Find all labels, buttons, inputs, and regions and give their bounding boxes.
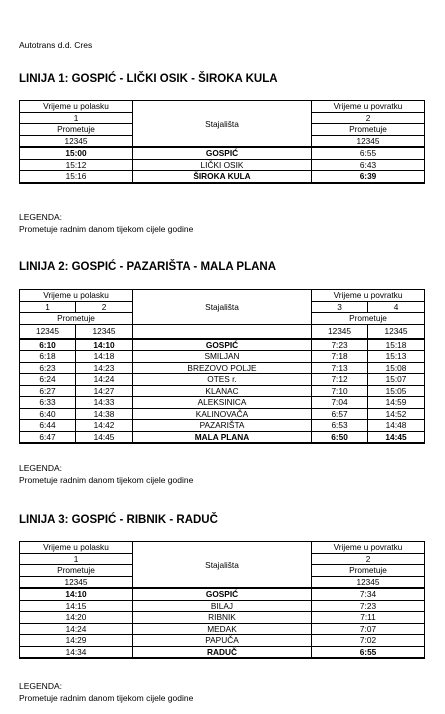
departure-time: 15:16: [20, 171, 133, 183]
stops-header: Stajališta: [133, 542, 312, 589]
return-time: 6:55: [312, 646, 425, 658]
table-row: [20, 420, 425, 432]
stop-name: MEDAK: [133, 623, 312, 635]
stop-name: KALINOVAČA: [133, 408, 312, 420]
stop-name: RADUČ: [133, 646, 312, 658]
return-time: 7:34: [312, 588, 425, 600]
departure-time: 14:20: [20, 612, 133, 624]
table-row: [20, 362, 425, 374]
legend-text: Prometuje radnim danom tijekom cijele godine: [19, 224, 194, 234]
return-time: 7:11: [312, 612, 425, 624]
departure-time: 6:33: [20, 397, 76, 409]
return-time: 6:57: [312, 408, 368, 420]
return-time: 7:23: [312, 600, 425, 612]
departure-time: 14:24: [76, 374, 133, 386]
stop-name: MALA PLANA: [133, 431, 312, 443]
stop-name: KLANAC: [133, 385, 312, 397]
return-header: Vrijeme u povratku: [312, 290, 425, 302]
return-col-number: 4: [368, 301, 425, 313]
stop-name: BREZOVO POLJE: [133, 362, 312, 374]
stop-name: GOSPIĆ: [133, 588, 312, 600]
return-time: 14:59: [368, 397, 425, 409]
legend-text: Prometuje radnim danom tijekom cijele godine: [19, 693, 194, 703]
line-1-legend: [19, 211, 193, 235]
departure-time: 6:47: [20, 431, 76, 443]
table-row: [20, 374, 425, 386]
departure-time: 6:40: [20, 408, 76, 420]
departure-time: 14:42: [76, 420, 133, 432]
return-col-number: 2: [312, 112, 425, 124]
departure-days: 12345: [20, 135, 133, 147]
return-time: 15:08: [368, 362, 425, 374]
return-time: 7:04: [312, 397, 368, 409]
stop-name: ŠIROKA KULA: [133, 171, 312, 183]
return-time: 15:07: [368, 374, 425, 386]
line-3-title: LINIJA 3: GOSPIĆ - RIBNIK - RADUČ: [19, 514, 218, 526]
return-days: 12345: [368, 324, 425, 339]
stop-name: GOSPIĆ: [133, 147, 312, 159]
departure-time: 14:45: [76, 431, 133, 443]
departure-time: 6:18: [20, 351, 76, 363]
table-row: [20, 385, 425, 397]
departure-time: 14:27: [76, 385, 133, 397]
stop-name: SMILJAN: [133, 351, 312, 363]
departure-time: 15:00: [20, 147, 133, 159]
departure-header: Vrijeme u polasku: [20, 542, 133, 554]
departure-col-number: 2: [76, 301, 133, 313]
stop-name: BILAJ: [133, 600, 312, 612]
departure-time: 6:44: [20, 420, 76, 432]
departure-time: 14:33: [76, 397, 133, 409]
line-1-title: LINIJA 1: GOSPIĆ - LIČKI OSIK - ŠIROKA KULA: [19, 73, 278, 85]
return-days: 12345: [312, 135, 425, 147]
return-operates-label: Prometuje: [312, 124, 425, 136]
departure-header: Vrijeme u polasku: [20, 101, 133, 113]
departure-time: 14:24: [20, 623, 133, 635]
return-time: 7:12: [312, 374, 368, 386]
line-2-title: LINIJA 2: GOSPIĆ - PAZARIŠTA - MALA PLANA: [19, 261, 277, 273]
stops-header: Stajališta: [133, 290, 312, 325]
stop-name: LIČKI OSIK: [133, 159, 312, 171]
return-time: 14:45: [368, 431, 425, 443]
departure-col-number: 1: [20, 553, 133, 565]
return-time: 7:13: [312, 362, 368, 374]
table-row: [20, 431, 425, 443]
stop-name: RIBNIK: [133, 612, 312, 624]
table-row: [20, 588, 425, 600]
company-name: Autotrans d.d. Cres: [19, 40, 93, 50]
departure-time: 14:15: [20, 600, 133, 612]
table-row: [20, 397, 425, 409]
departure-time: 6:23: [20, 362, 76, 374]
departure-days: 12345: [76, 324, 133, 339]
return-time: 14:48: [368, 420, 425, 432]
line-2-legend: [19, 462, 193, 486]
departure-operates-label: Prometuje: [20, 565, 133, 577]
departure-time: 14:38: [76, 408, 133, 420]
stop-name: PAZARIŠTA: [133, 420, 312, 432]
departure-time: 14:10: [20, 588, 133, 600]
table-row: [20, 600, 425, 612]
return-time: 7:23: [312, 339, 368, 351]
legend-text: Prometuje radnim danom tijekom cijele godine: [19, 475, 194, 485]
return-days: 12345: [312, 576, 425, 588]
line-3-legend: [19, 680, 193, 704]
table-row: [20, 339, 425, 351]
return-header: Vrijeme u povratku: [312, 542, 425, 554]
table-row: [20, 159, 425, 171]
table-row: [20, 623, 425, 635]
line-1-timetable: [19, 100, 425, 184]
return-time: 7:02: [312, 635, 425, 647]
stop-name: ALEKSINICA: [133, 397, 312, 409]
return-col-number: 2: [312, 553, 425, 565]
return-time: 7:18: [312, 351, 368, 363]
departure-time: 14:23: [76, 362, 133, 374]
stops-header-spacer: [133, 324, 312, 339]
departure-time: 15:12: [20, 159, 133, 171]
stop-name: PAPUČA: [133, 635, 312, 647]
legend-title: LEGENDA:: [19, 463, 62, 473]
return-time: 15:18: [368, 339, 425, 351]
departure-col-number: 1: [20, 112, 133, 124]
departure-operates-label: Prometuje: [20, 124, 133, 136]
departure-col-number: 1: [20, 301, 76, 313]
stops-header: Stajališta: [133, 101, 312, 148]
departure-time: 14:29: [20, 635, 133, 647]
return-time: 6:43: [312, 159, 425, 171]
departure-days: 12345: [20, 576, 133, 588]
table-row: [20, 147, 425, 159]
legend-title: LEGENDA:: [19, 681, 62, 691]
departure-time: 14:10: [76, 339, 133, 351]
return-operates-label: Prometuje: [312, 313, 425, 325]
departure-time: 6:10: [20, 339, 76, 351]
departure-header: Vrijeme u polasku: [20, 290, 133, 302]
stop-name: GOSPIĆ: [133, 339, 312, 351]
line-2-timetable: [19, 289, 425, 444]
departure-time: 6:27: [20, 385, 76, 397]
table-row: [20, 171, 425, 183]
return-time: 15:05: [368, 385, 425, 397]
departure-time: 6:24: [20, 374, 76, 386]
return-time: 14:52: [368, 408, 425, 420]
departure-days: 12345: [20, 324, 76, 339]
return-time: 7:10: [312, 385, 368, 397]
return-days: 12345: [312, 324, 368, 339]
return-time: 6:50: [312, 431, 368, 443]
return-col-number: 3: [312, 301, 368, 313]
return-time: 6:53: [312, 420, 368, 432]
return-time: 6:39: [312, 171, 425, 183]
return-time: 6:55: [312, 147, 425, 159]
departure-time: 14:34: [20, 646, 133, 658]
return-time: 7:07: [312, 623, 425, 635]
table-row: [20, 408, 425, 420]
departure-time: 14:18: [76, 351, 133, 363]
table-row: [20, 351, 425, 363]
departure-operates-label: Prometuje: [20, 313, 133, 325]
return-header: Vrijeme u povratku: [312, 101, 425, 113]
return-operates-label: Prometuje: [312, 565, 425, 577]
legend-title: LEGENDA:: [19, 212, 62, 222]
table-row: [20, 612, 425, 624]
table-row: [20, 646, 425, 658]
return-time: 15:13: [368, 351, 425, 363]
stop-name: OTES r.: [133, 374, 312, 386]
table-row: [20, 635, 425, 647]
line-3-timetable: [19, 541, 425, 659]
